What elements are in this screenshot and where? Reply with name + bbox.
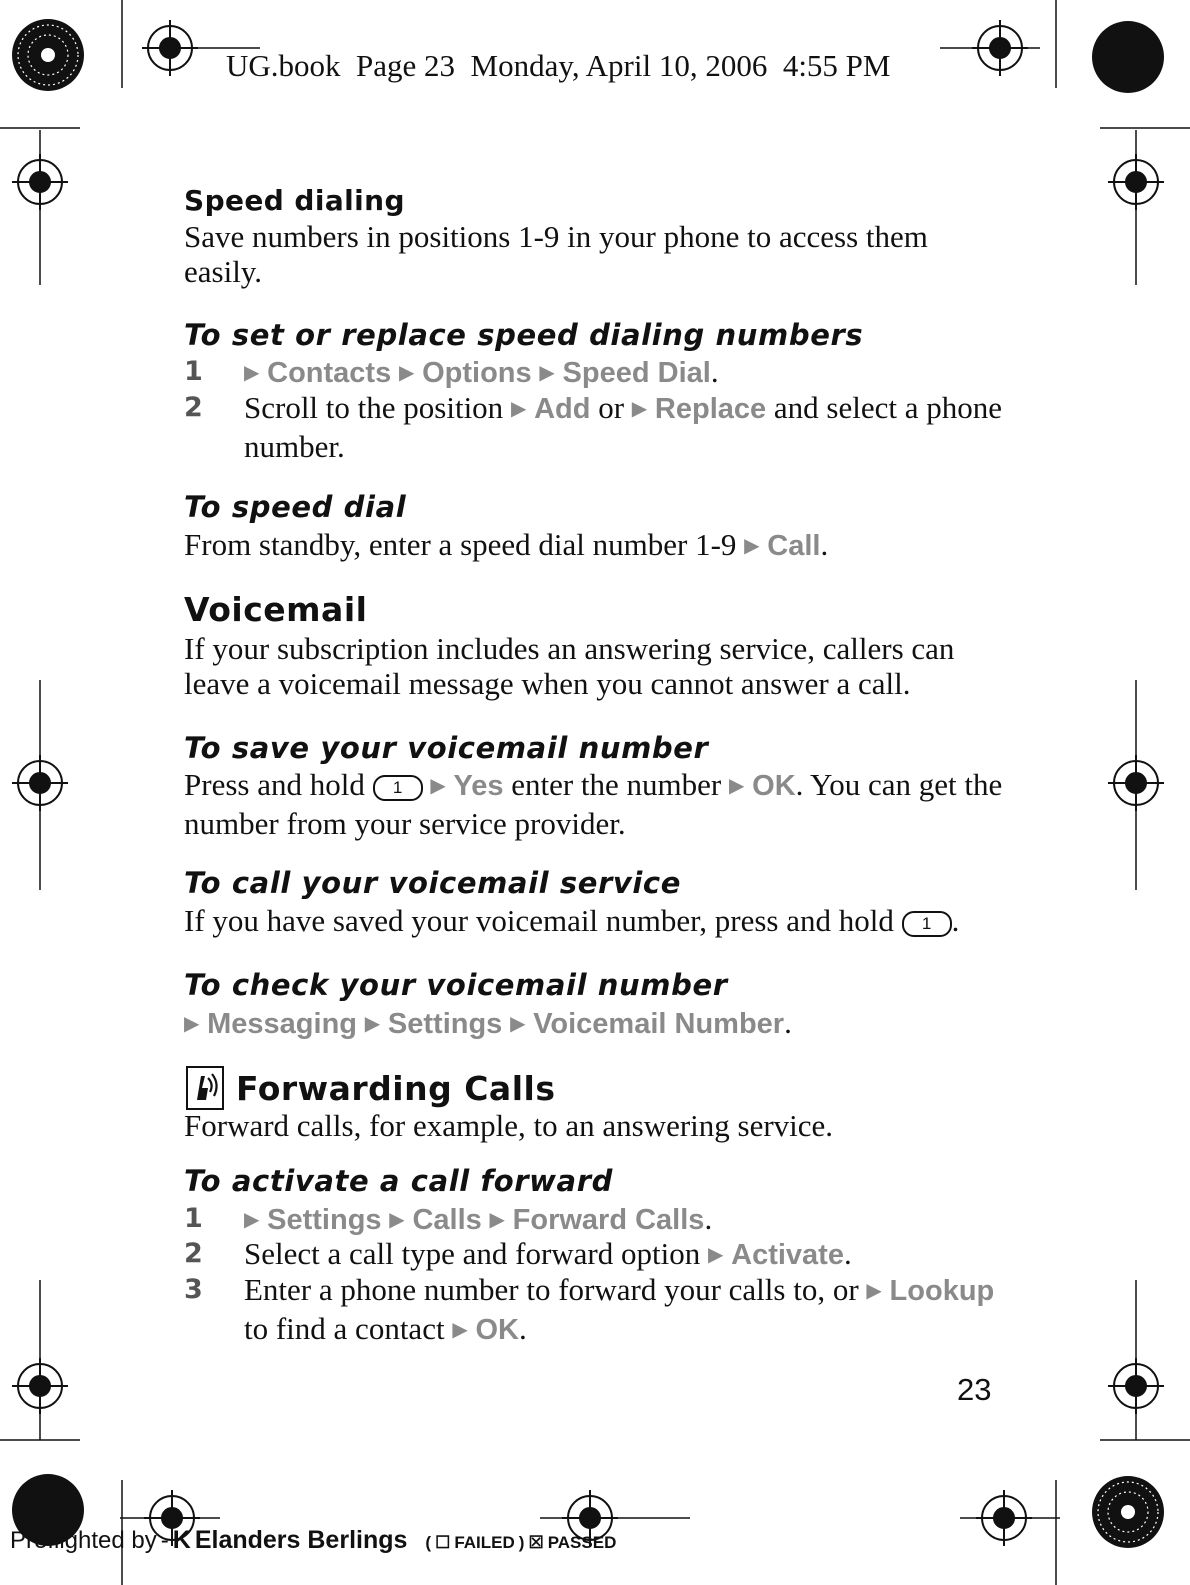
check-voicemail-body: ▶ Messaging ▶ Settings ▶ Voicemail Number. [184, 1005, 792, 1040]
menu-item-lookup: Lookup [889, 1275, 995, 1307]
section-heading-speed-dialing: Speed dialing [184, 184, 405, 217]
step-item [184, 390, 1004, 462]
arrow-right-icon: ▶ [539, 360, 555, 384]
procedure-heading-set-replace: To set or replace speed dialing numbers [184, 318, 864, 352]
preflighted-label: Preflighted by [10, 1527, 157, 1554]
brand-logo-icon: K [172, 1526, 191, 1554]
step-text: ▶ Settings ▶ Calls ▶ Forward Calls. [244, 1201, 713, 1236]
menu-item-settings: Settings [267, 1204, 382, 1236]
registration-mark-icon [142, 20, 198, 76]
step-item [184, 1201, 1004, 1237]
save-voicemail-text: Press and hold [184, 767, 365, 802]
step-number: 2 [184, 1238, 203, 1269]
procedure-heading-save-voicemail: To save your voicemail number [184, 731, 709, 765]
step-number: 3 [184, 1274, 203, 1305]
speed-dial-body: From standby, enter a speed dial number 1-9 ▶ Call. [184, 527, 829, 562]
solid-target-icon [1092, 21, 1164, 93]
section-heading-voicemail: Voicemail [184, 590, 368, 629]
preflight-footer: Preflighted by - K Elanders Berlings ( ☐ FAILED ) ☒ PASSED [10, 1526, 617, 1554]
step-number: 2 [184, 392, 203, 423]
step-item [184, 1236, 1004, 1272]
voicemail-body: If your subscription includes an answering service, callers can leave a voicemail message when you cannot answer a call. [184, 631, 955, 701]
registration-mark-icon [12, 1358, 68, 1414]
step-text-pre: Select a call type and forward option [244, 1236, 701, 1271]
brand-name: Elanders Berlings [194, 1526, 408, 1554]
registration-mark-icon [976, 1490, 1032, 1546]
procedure-heading-check-voicemail: To check your voicemail number [184, 968, 728, 1002]
menu-item-yes: Yes [453, 770, 504, 802]
menu-item-activate: Activate [731, 1239, 844, 1271]
procedure-heading-call-voicemail: To call your voicemail service [184, 866, 681, 900]
menu-item-options: Options [422, 357, 532, 389]
step-text-mid: or [598, 390, 625, 425]
star-target-icon [1092, 1476, 1164, 1548]
menu-item-ok: OK [475, 1314, 519, 1346]
registration-mark-icon [1108, 755, 1164, 811]
print-header: UG.book Page 23 Monday, April 10, 2006 4:55 PM [226, 48, 891, 83]
arrow-right-icon: ▶ [489, 1207, 505, 1231]
arrow-right-icon: ▶ [744, 533, 760, 557]
arrow-right-icon: ▶ [631, 396, 648, 420]
section-heading-forwarding: Forwarding Calls [236, 1069, 556, 1108]
procedure-heading-activate-forward: To activate a call forward [184, 1164, 613, 1198]
registration-mark-icon [12, 154, 68, 210]
step-text: ▶ Contacts ▶ Options ▶ Speed Dial. [244, 354, 719, 389]
passed-label: PASSED [547, 1533, 617, 1552]
arrow-right-icon: ▶ [364, 1011, 381, 1035]
arrow-right-icon: ▶ [707, 1242, 724, 1266]
step-number: 1 [184, 1203, 203, 1234]
menu-item-replace: Replace [654, 393, 767, 425]
step-text [244, 390, 1004, 464]
step-text-pre: Enter a phone number to forward your calls to, or [244, 1272, 859, 1307]
forwarding-body: Forward calls, for example, to an answering service. [184, 1108, 834, 1143]
call-voicemail-body: If you have saved your voicemail number, press and hold 1 . [184, 903, 960, 938]
speed-dialing-body: Save numbers in positions 1-9 in your phone to access them easily. [184, 219, 928, 289]
registration-mark-icon [12, 755, 68, 811]
arrow-right-icon: ▶ [510, 1011, 526, 1035]
menu-item-contacts: Contacts [267, 357, 392, 389]
menu-item-ok: OK [752, 770, 796, 802]
step-text: Enter a phone number to forward your calls to, or ▶ Lookup to find a contact ▶ OK. [244, 1272, 995, 1346]
save-voicemail-body [184, 767, 1004, 841]
failed-checkbox-icon: ☐ [435, 1533, 451, 1552]
passed-checkbox-icon: ☒ [528, 1533, 544, 1552]
registration-mark-icon [1108, 1358, 1164, 1414]
step-item [184, 1272, 1004, 1344]
step-text-pre: Scroll to the position [244, 390, 504, 425]
arrow-right-icon: ▶ [389, 1207, 405, 1231]
save-voicemail-text-mid: enter the number [511, 767, 722, 802]
menu-item-calls: Calls [412, 1204, 482, 1236]
step-text-post: and select a phone number. [244, 390, 1003, 464]
menu-item-add: Add [534, 393, 591, 425]
star-target-icon [12, 19, 84, 91]
call-voicemail-text: If you have saved your voicemail number, press and hold [184, 903, 894, 938]
step-text: Select a call type and forward option ▶ Activate. [244, 1236, 852, 1271]
menu-item-forward-calls: Forward Calls [512, 1204, 705, 1236]
step-text-mid: to find a contact [244, 1311, 445, 1346]
registration-mark-icon [1108, 154, 1164, 210]
arrow-right-icon: ▶ [729, 773, 745, 797]
save-voicemail-text-post: . You can get the number from your service provider. [184, 767, 1003, 841]
arrow-right-icon: ▶ [244, 360, 260, 384]
step-number: 1 [184, 356, 203, 387]
menu-item-voicemail-number: Voicemail Number [533, 1008, 785, 1040]
key-1-icon: 1 [373, 775, 423, 801]
arrow-right-icon: ▶ [398, 360, 415, 384]
arrow-right-icon: ▶ [510, 396, 527, 420]
page-number: 23 [957, 1372, 992, 1407]
phone-forward-icon [186, 1066, 224, 1110]
key-1-icon: 1 [902, 911, 952, 937]
step-item [184, 354, 1004, 390]
speed-dial-text: From standby, enter a speed dial number 1-9 [184, 527, 737, 562]
arrow-right-icon: ▶ [866, 1278, 882, 1302]
arrow-right-icon: ▶ [244, 1207, 260, 1231]
menu-item-settings: Settings [387, 1008, 503, 1040]
menu-item-messaging: Messaging [207, 1008, 358, 1040]
arrow-right-icon: ▶ [452, 1317, 468, 1341]
failed-label: FAILED [454, 1533, 515, 1552]
registration-mark-icon [972, 20, 1028, 76]
menu-item-call: Call [767, 530, 821, 562]
procedure-heading-speed-dial: To speed dial [184, 490, 407, 524]
arrow-right-icon: ▶ [430, 773, 446, 797]
menu-item-speed-dial: Speed Dial [562, 357, 711, 389]
arrow-right-icon: ▶ [184, 1011, 200, 1035]
